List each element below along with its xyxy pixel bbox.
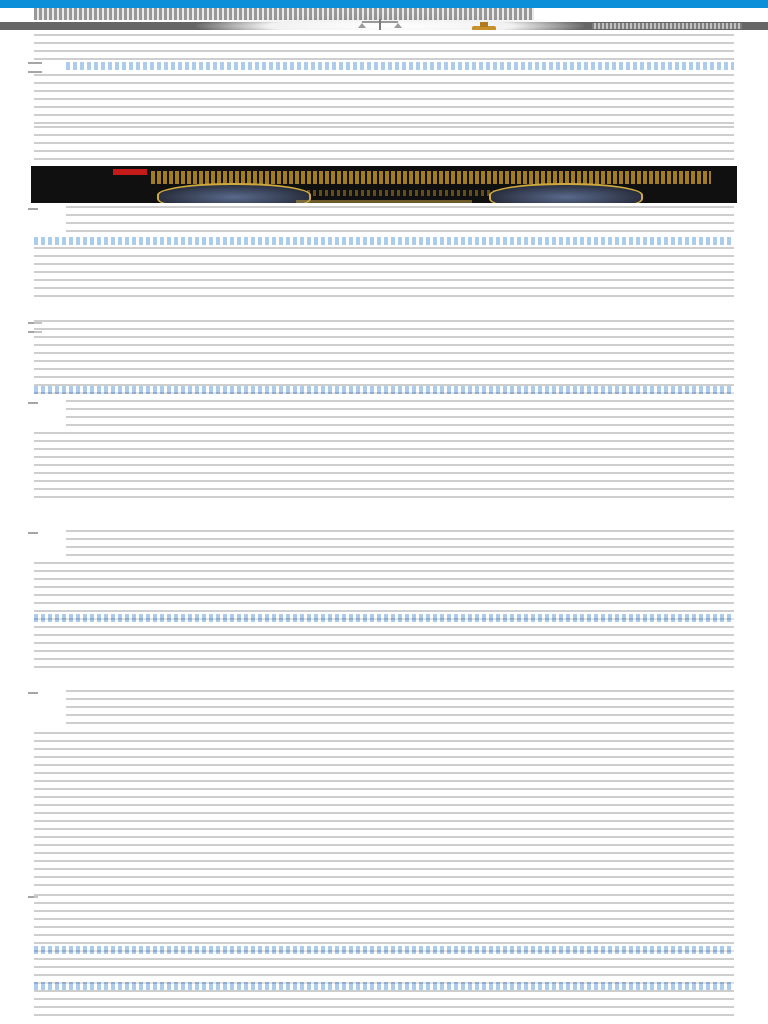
list-marker [28, 62, 42, 73]
article-paragraph [34, 126, 734, 162]
article-paragraph [66, 400, 734, 430]
image-caption [296, 200, 472, 203]
link-text-line[interactable] [34, 237, 734, 245]
text-lines [34, 126, 734, 162]
article-paragraph [34, 894, 734, 1018]
text-lines [34, 732, 734, 892]
article-paragraph [66, 690, 734, 730]
article-paragraph [34, 74, 734, 124]
link-text-line [66, 62, 734, 70]
article-paragraph [34, 432, 734, 498]
text-lines [34, 247, 734, 299]
article-paragraph [34, 562, 734, 670]
list-marker [28, 402, 38, 404]
article-paragraph [34, 34, 734, 62]
link-text-line[interactable] [34, 614, 734, 622]
article-paragraph [34, 320, 734, 396]
list-marker [28, 692, 38, 694]
text-lines [34, 894, 734, 1018]
text-lines [34, 320, 734, 396]
scale-of-justice-icon [356, 17, 404, 30]
byline [592, 23, 742, 29]
text-lines [66, 400, 734, 430]
featured-image [31, 166, 737, 203]
article-paragraph [34, 237, 734, 299]
page-title [34, 8, 534, 20]
top-accent-bar [0, 0, 768, 8]
article-paragraph [66, 206, 734, 236]
portrait-left [157, 183, 311, 203]
gold-weight-icon [454, 21, 520, 30]
link-text-line[interactable] [34, 386, 734, 394]
text-lines [66, 530, 734, 560]
image-tag [113, 169, 147, 175]
article-paragraph [34, 732, 734, 892]
link-text-line[interactable] [34, 982, 734, 990]
header-banner [0, 8, 768, 30]
list-marker [28, 532, 38, 534]
article-link-line[interactable] [66, 62, 734, 70]
list-marker [28, 208, 38, 210]
link-text-line[interactable] [34, 946, 734, 954]
text-lines [66, 206, 734, 236]
text-lines [34, 34, 734, 62]
article-paragraph [66, 530, 734, 560]
text-lines [34, 74, 734, 124]
text-lines [34, 432, 734, 498]
portrait-right [489, 183, 643, 203]
text-lines [66, 690, 734, 730]
